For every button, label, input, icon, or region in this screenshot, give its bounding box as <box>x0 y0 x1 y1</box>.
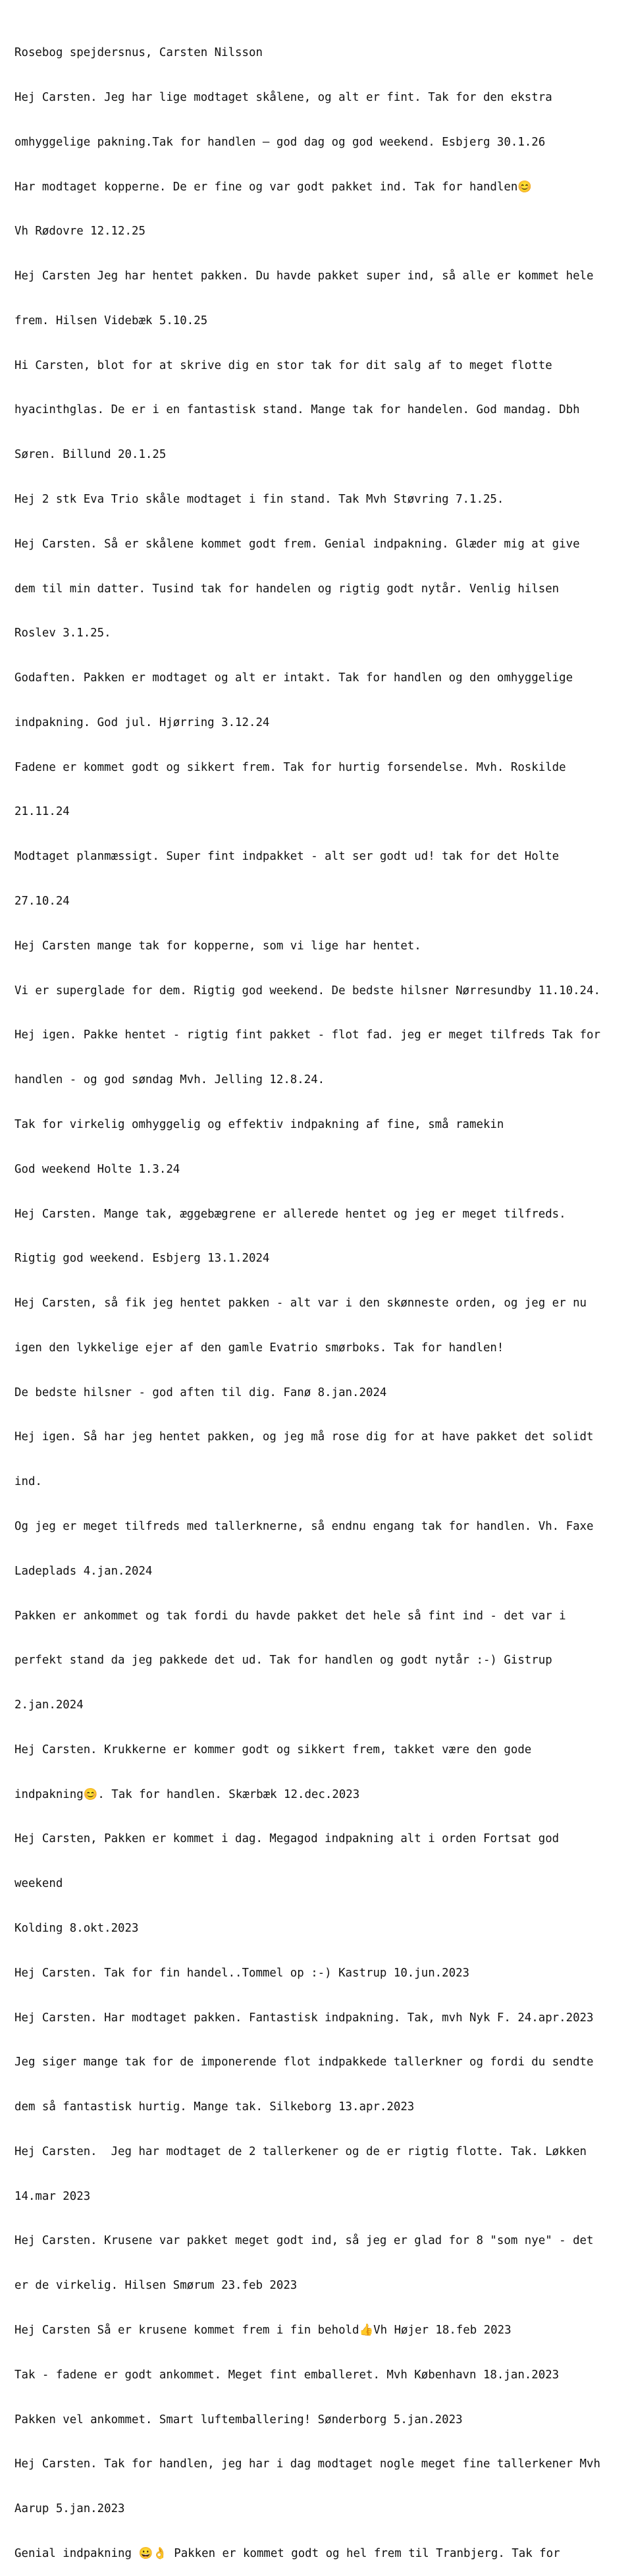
text-line: 21.11.24 <box>14 805 70 819</box>
text-line: Hej Carsten. Krukkerne er kommer godt og sikkert frem, takket være den gode <box>14 1743 532 1756</box>
text-line: Kolding 8.okt.2023 <box>14 1922 139 1935</box>
text-line: Hej Carsten. Tak for fin handel..Tommel op :-) Kastrup 10.jun.2023 <box>14 1966 470 1980</box>
text-line: Hej igen. Pakke hentet - rigtig fint pakket - flot fad. jeg er meget tilfreds Tak for <box>14 1028 600 1042</box>
text-line: handlen - og god søndag Mvh. Jelling 12.8.24. <box>14 1073 325 1087</box>
text-line: Hej igen. Så har jeg hentet pakken, og jeg må rose dig for at have pakket det solidt <box>14 1430 594 1444</box>
text-line: ind. <box>14 1475 42 1489</box>
text-line: Hej Carsten. Så er skålene kommet godt frem. Genial indpakning. Glæder mig at give <box>14 537 580 551</box>
text-line: Hi Carsten, blot for at skrive dig en stor tak for dit salg af to meget flotte <box>14 358 552 372</box>
text-line: indpakning😊. Tak for handlen. Skærbæk 12.dec.2023 <box>14 1787 360 1801</box>
text-line: Rigtig god weekend. Esbjerg 13.1.2024 <box>14 1252 270 1266</box>
text-line: Godaften. Pakken er modtaget og alt er intakt. Tak for handlen og den omhyggelige <box>14 671 573 685</box>
text-line: Rosebog spejdersnus, Carsten Nilsson <box>14 46 263 60</box>
text-line: Hej Carsten mange tak for kopperne, som vi lige har hentet. <box>14 939 421 953</box>
text-line: Vi er superglade for dem. Rigtig god weekend. De bedste hilsner Nørresundby 11.10.24. <box>14 984 600 997</box>
text-line: Hej Carsten, så fik jeg hentet pakken - alt var i den skønneste orden, og jeg er nu <box>14 1297 587 1310</box>
text-line: Hej Carsten. Jeg har modtaget de 2 tallerkener og de er rigtig flotte. Tak. Løkken <box>14 2144 587 2158</box>
text-line: er de virkelig. Hilsen Smørum 23.feb 2023 <box>14 2279 298 2293</box>
text-line: Hej Carsten. Mange tak, æggebægrene er allerede hentet og jeg er meget tilfreds. <box>14 1207 566 1221</box>
text-line: hyacinthglas. De er i en fantastisk stand. Mange tak for handelen. God mandag. Dbh <box>14 403 580 417</box>
text-line: Genial indpakning 😀👌 Pakken er kommet godt og hel frem til Tranbjerg. Tak for <box>14 2546 560 2560</box>
document-text <box>14 16 620 2576</box>
text-line: Tak - fadene er godt ankommet. Meget fint emballeret. Mvh København 18.jan.2023 <box>14 2368 560 2382</box>
text-line: indpakning. God jul. Hjørring 3.12.24 <box>14 715 270 729</box>
text-line: Hej 2 stk Eva Trio skåle modtaget i fin stand. Tak Mvh Støvring 7.1.25. <box>14 493 504 506</box>
text-line: igen den lykkelige ejer af den gamle Evatrio smørboks. Tak for handlen! <box>14 1341 504 1355</box>
text-line: Hej Carsten, Pakken er kommet i dag. Megagod indpakning alt i orden Fortsat god <box>14 1832 560 1846</box>
text-line: Aarup 5.jan.2023 <box>14 2502 125 2516</box>
text-line: Tak for virkelig omhyggelig og effektiv indpakning af fine, små ramekin <box>14 1117 504 1131</box>
text-line: Vh Rødovre 12.12.25 <box>14 225 145 238</box>
text-line: Hej Carsten. Har modtaget pakken. Fantastisk indpakning. Tak, mvh Nyk F. 24.apr.2023 <box>14 2011 594 2025</box>
text-line: dem til min datter. Tusind tak for handelen og rigtig godt nytår. Venlig hilsen <box>14 582 560 596</box>
text-line: Har modtaget kopperne. De er fine og var godt pakket ind. Tak for handlen😊 <box>14 180 532 194</box>
text-line: Jeg siger mange tak for de imponerende flot indpakkede tallerkner og fordi du sendte <box>14 2056 594 2069</box>
text-line: God weekend Holte 1.3.24 <box>14 1162 180 1176</box>
text-line: Og jeg er meget tilfreds med tallerknerne, så endnu engang tak for handlen. Vh. Faxe <box>14 1519 594 1533</box>
text-line: Hej Carsten Så er krusene kommet frem i fin behold👍Vh Højer 18.feb 2023 <box>14 2324 512 2338</box>
text-line: omhyggelige pakning.Tak for handlen – god dag og god weekend. Esbjerg 30.1.26 <box>14 135 546 149</box>
text-line: Hej Carsten. Tak for handlen, jeg har i dag modtaget nogle meget fine tallerkener Mvh <box>14 2457 600 2471</box>
text-line: Fadene er kommet godt og sikkert frem. Tak for hurtig forsendelse. Mvh. Roskilde <box>14 760 566 774</box>
text-line: frem. Hilsen Videbæk 5.10.25 <box>14 314 208 327</box>
text-line: Hej Carsten. Jeg har lige modtaget skålene, og alt er fint. Tak for den ekstra <box>14 90 552 104</box>
text-line: perfekt stand da jeg pakkede det ud. Tak for handlen og godt nytår :-) Gistrup <box>14 1654 552 1667</box>
text-line: weekend <box>14 1877 63 1891</box>
text-line: De bedste hilsner - god aften til dig. Fanø 8.jan.2024 <box>14 1386 387 1399</box>
text-line: dem så fantastisk hurtig. Mange tak. Silkeborg 13.apr.2023 <box>14 2100 415 2114</box>
text-line: Pakken vel ankommet. Smart luftemballering! Sønderborg 5.jan.2023 <box>14 2413 463 2426</box>
text-line: 27.10.24 <box>14 895 70 909</box>
text-line: Pakken er ankommet og tak fordi du havde pakket det hele så fint ind - det var i <box>14 1609 566 1623</box>
text-line: Roslev 3.1.25. <box>14 627 111 640</box>
text-line: Ladeplads 4.jan.2024 <box>14 1564 153 1578</box>
text-line: Hej Carsten Jeg har hentet pakken. Du havde pakket super ind, så alle er kommet hele <box>14 269 594 283</box>
text-line: 14.mar 2023 <box>14 2189 91 2203</box>
text-line: Søren. Billund 20.1.25 <box>14 448 167 462</box>
text-line: 2.jan.2024 <box>14 1698 84 1712</box>
text-line: Hej Carsten. Krusene var pakket meget godt ind, så jeg er glad for 8 "som nye" - det <box>14 2234 594 2248</box>
text-line: Modtaget planmæssigt. Super fint indpakket - alt ser godt ud! tak for det Holte <box>14 850 560 864</box>
